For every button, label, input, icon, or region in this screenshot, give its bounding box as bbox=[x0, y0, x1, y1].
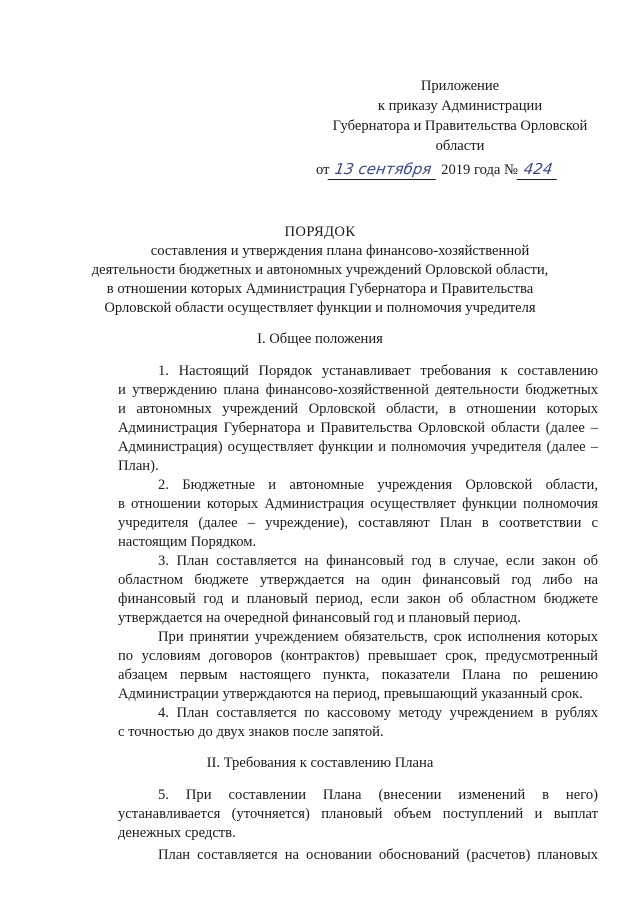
title-line: составления и утверждения плана финансово-хозяйственной bbox=[150, 243, 530, 259]
text-line: денежных средств. bbox=[118, 825, 236, 841]
text-line: абзацем первым настоящего пункта, показатели Плана по решению bbox=[118, 667, 598, 683]
order-prefix: от bbox=[316, 162, 330, 178]
title-main: ПОРЯДОК bbox=[284, 224, 356, 240]
text-line: Администрация Губернатора и Правительства Орловской области (далее – bbox=[118, 420, 598, 436]
handwritten-number: 424 bbox=[517, 160, 560, 180]
appendix-line: области bbox=[435, 138, 485, 154]
text-line: учредителя (далее – учреждение), составляют План в соответствии с bbox=[118, 515, 598, 531]
text-line: и автономных учреждений Орловской области, в отношении которых bbox=[118, 401, 598, 417]
paragraph-3 bbox=[118, 552, 598, 628]
text-line: 1. Настоящий Порядок устанавливает требования к составлению bbox=[158, 363, 598, 379]
text-line: При принятии учреждением обязательств, срок исполнения которых bbox=[158, 629, 598, 645]
title-line: в отношении которых Администрация Губернатора и Правительства bbox=[106, 281, 534, 297]
text-line: Администрация) осуществляет функции и полномочия учредителя (далее – bbox=[118, 439, 598, 455]
paragraph-2 bbox=[118, 476, 598, 552]
title-line: деятельности бюджетных и автономных учреждений Орловской области, bbox=[91, 262, 549, 278]
text-line: 3. План составляется на финансовый год в случае, если закон об bbox=[158, 553, 598, 569]
text-line: в отношении которых Администрация осуществляет функции полномочия bbox=[118, 496, 598, 512]
document-title bbox=[0, 223, 640, 318]
text-line: План). bbox=[118, 458, 159, 474]
section-heading: I. Общее положения bbox=[257, 331, 383, 347]
appendix-line: к приказу Администрации bbox=[377, 98, 543, 114]
order-year: 2019 года № bbox=[441, 162, 518, 178]
text-line: по условиям договоров (контрактов) превышает срок, предусмотренный bbox=[118, 648, 598, 664]
paragraph-6 bbox=[118, 786, 598, 843]
text-line: настоящим Порядком. bbox=[118, 534, 257, 550]
order-reference bbox=[316, 160, 616, 180]
appendix-line: Губернатора и Правительства Орловской bbox=[332, 118, 588, 134]
appendix-header bbox=[318, 76, 602, 156]
paragraph-1 bbox=[118, 362, 598, 476]
handwritten-date: 13 сентября bbox=[328, 160, 439, 180]
text-line: 2. Бюджетные и автономные учреждения Орловской области, bbox=[158, 477, 598, 493]
text-line: и утверждению плана финансово-хозяйственной деятельности бюджетных bbox=[118, 382, 598, 398]
text-line: финансовый год и плановый период, если закон об областном бюджете bbox=[118, 591, 598, 607]
text-line: с точностью до двух знаков после запятой. bbox=[118, 724, 384, 740]
section-heading: II. Требования к составлению Плана bbox=[206, 755, 434, 771]
text-line: 4. План составляется по кассовому методу учреждением в рублях bbox=[158, 705, 598, 721]
title-line: Орловской области осуществляет функции и полномочия учредителя bbox=[104, 300, 536, 316]
text-line: План составляется на основании обоснований (расчетов) плановых bbox=[158, 847, 598, 863]
paragraph-4 bbox=[118, 628, 598, 704]
text-line: устанавливается (уточняется) плановый объем поступлений и выплат bbox=[118, 806, 598, 822]
text-line: утверждается на очередной финансовый год и плановый период. bbox=[118, 610, 521, 626]
text-line: 5. При составлении Плана (внесении изменений в него) bbox=[158, 787, 598, 803]
paragraph-7 bbox=[118, 846, 598, 865]
paragraph-5 bbox=[118, 704, 598, 742]
text-line: Администрации утверждаются на период, превышающий указанный срок. bbox=[118, 686, 583, 702]
appendix-line: Приложение bbox=[420, 78, 500, 94]
text-line: областном бюджете утверждается на один финансовый год либо на bbox=[118, 572, 598, 588]
